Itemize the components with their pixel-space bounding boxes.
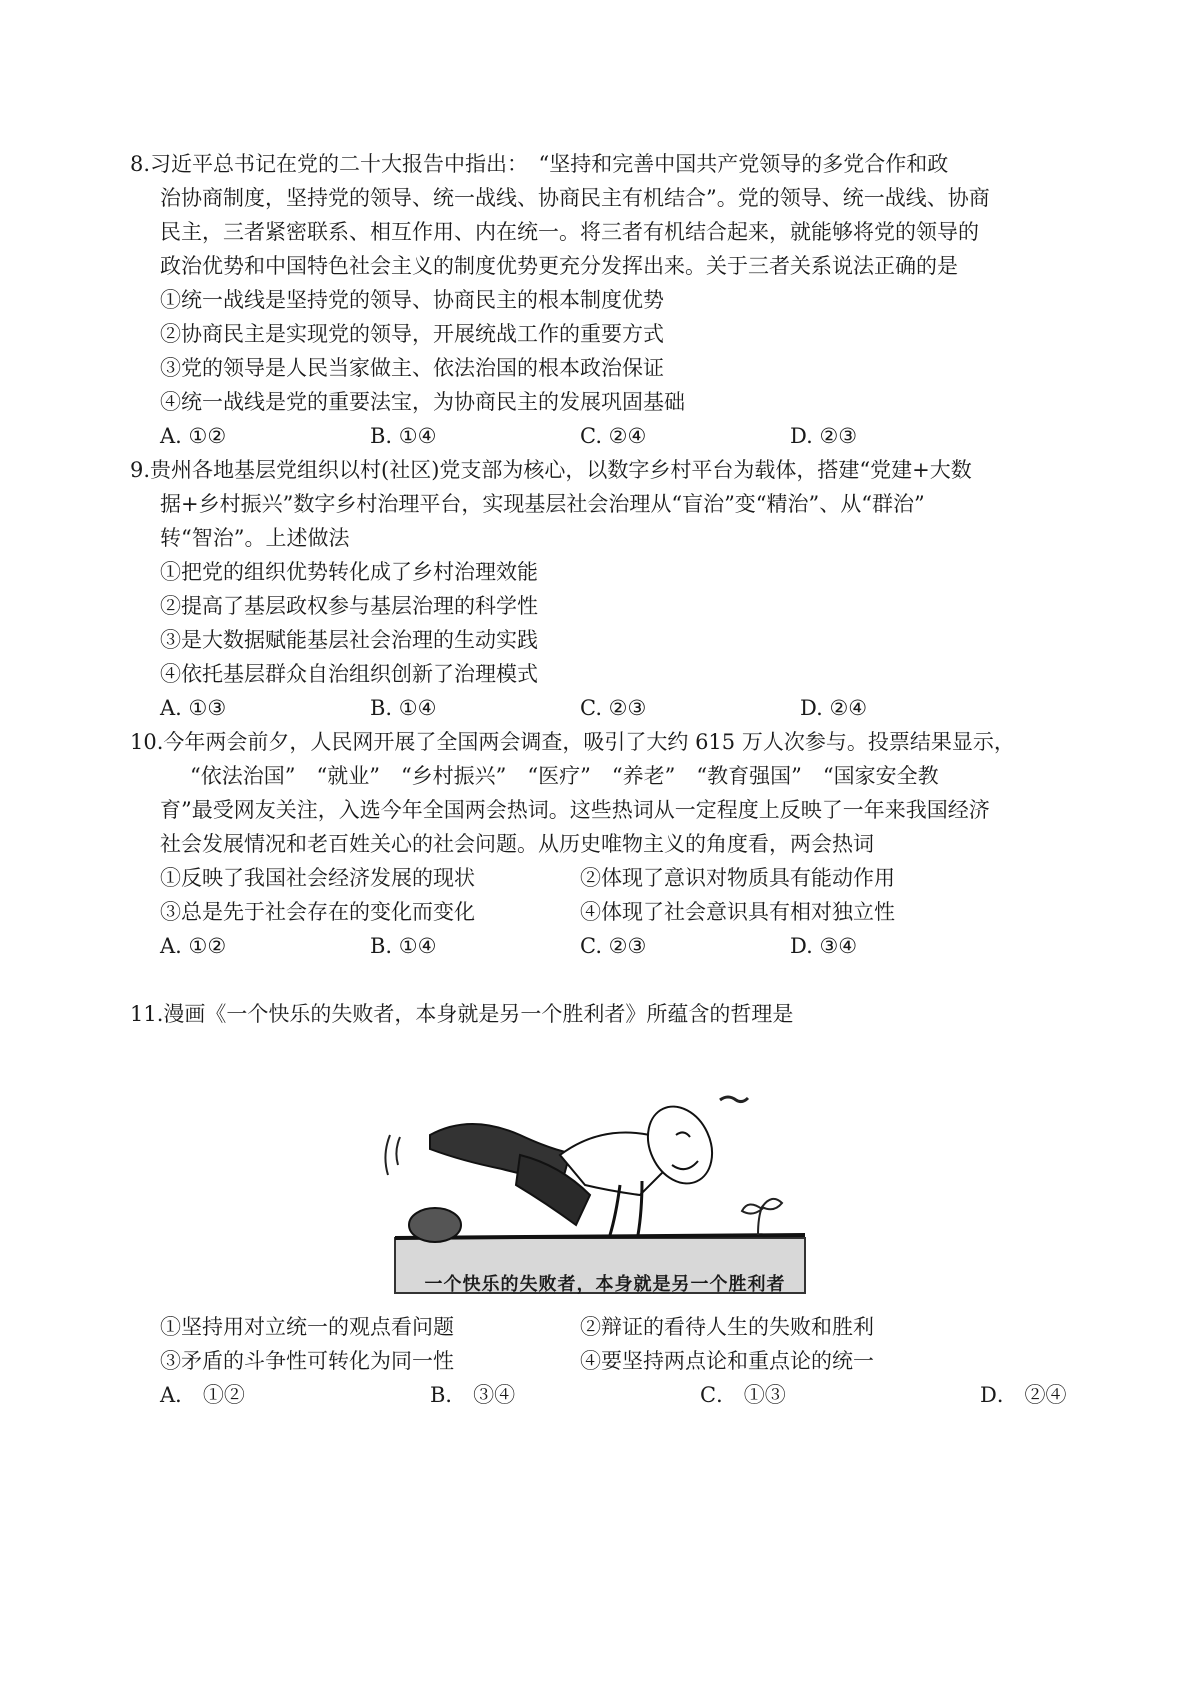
question-11-answers (130, 1310, 1090, 1412)
question-11-stem: 11.漫画《一个快乐的失败者，本身就是另一个胜利者》所蕴含的哲理是 (130, 1002, 794, 1026)
question-8-stem-line: 政治优势和中国特色社会主义的制度优势更充分发挥出来。关于三者关系说法正确的是 (160, 254, 958, 278)
question-9-stem-line: 9.贵州各地基层党组织以村(社区)党支部为核心，以数字乡村平台为载体，搭建“党建+大数 (130, 458, 972, 482)
question-10-stem-line: 10.今年两会前夕，人民网开展了全国两会调查，吸引了大约 615 万人次参与。投票结果显示， (130, 730, 1015, 754)
option-b[interactable]: B． ③④ (430, 1383, 516, 1407)
question-9-item: ①把党的组织优势转化成了乡村治理效能 (160, 560, 538, 584)
question-10-options (130, 929, 1090, 963)
question-8-item: ②协商民主是实现党的领导，开展统战工作的重要方式 (160, 322, 664, 346)
option-b[interactable]: B. ①④ (370, 424, 437, 448)
option-c[interactable]: C. ②③ (580, 934, 647, 958)
question-10-item: ④体现了社会意识具有相对独立性 (580, 900, 895, 924)
question-9 (130, 453, 1090, 725)
question-11-item: ④要坚持两点论和重点论的统一 (580, 1349, 874, 1373)
question-8-stem-line: 民主，三者紧密联系、相互作用、内在统一。将三者有机结合起来，就能够将党的领导的 (160, 220, 979, 244)
question-9-stem-line: 转“智治”。上述做法 (160, 526, 350, 550)
question-10-items-row (130, 895, 1090, 929)
question-8-item: ④统一战线是党的重要法宝，为协商民主的发展巩固基础 (160, 390, 685, 414)
question-9-item: ②提高了基层政权参与基层治理的科学性 (160, 594, 538, 618)
question-8-item: ①统一战线是坚持党的领导、协商民主的根本制度优势 (160, 288, 664, 312)
question-11-item: ①坚持用对立统一的观点看问题 (160, 1315, 454, 1339)
question-10-item: ①反映了我国社会经济发展的现状 (160, 866, 475, 890)
question-10-item: ③总是先于社会存在的变化而变化 (160, 900, 475, 924)
option-d[interactable]: D. ②③ (790, 424, 858, 448)
question-10-items-row (130, 861, 1090, 895)
question-11-options (130, 1378, 1090, 1412)
option-a[interactable]: A． ①② (160, 1383, 245, 1407)
question-11-item: ③矛盾的斗争性可转化为同一性 (160, 1349, 454, 1373)
question-10-item: ②体现了意识对物质具有能动作用 (580, 866, 895, 890)
option-a[interactable]: A. ①② (160, 424, 227, 448)
option-a[interactable]: A. ①② (160, 934, 227, 958)
option-d[interactable]: D. ②④ (800, 696, 868, 720)
question-9-stem-line: 据+乡村振兴”数字乡村治理平台，实现基层社会治理从“盲治”变“精治”、从“群治” (160, 492, 925, 516)
option-c[interactable]: C. ②③ (580, 696, 647, 720)
question-8-item: ③党的领导是人民当家做主、依法治国的根本政治保证 (160, 356, 664, 380)
question-9-options (130, 691, 1090, 725)
question-11-items-row (130, 1310, 1090, 1344)
option-d[interactable]: D. ③④ (790, 934, 858, 958)
question-8-stem-line: 8.习近平总书记在党的二十大报告中指出： “坚持和完善中国共产党领导的多党合作和政 (130, 152, 949, 176)
question-11-item: ②辩证的看待人生的失败和胜利 (580, 1315, 874, 1339)
option-d[interactable]: D． ②④ (980, 1383, 1067, 1407)
question-11 (130, 997, 1090, 1031)
option-b[interactable]: B. ①④ (370, 696, 437, 720)
option-b[interactable]: B. ①④ (370, 934, 437, 958)
question-10 (130, 725, 1090, 963)
question-10-stem-line: 育”最受网友关注，入选今年全国两会热词。这些热词从一定程度上反映了一年来我国经济 (160, 798, 990, 822)
question-10-stem-line: “依法治国” “就业” “乡村振兴” “医疗” “养老” “教育强国” “国家安全教 (190, 764, 939, 788)
question-8-stem-line: 治协商制度，坚持党的领导、统一战线、协商民主有机结合”。党的领导、统一战线、协商 (160, 186, 990, 210)
option-c[interactable]: C． ①③ (700, 1383, 786, 1407)
question-9-item: ④依托基层群众自治组织创新了治理模式 (160, 662, 538, 686)
question-8 (130, 147, 1090, 453)
question-9-item: ③是大数据赋能基层社会治理的生动实践 (160, 628, 538, 652)
question-10-stem-line: 社会发展情况和老百姓关心的社会问题。从历史唯物主义的角度看，两会热词 (160, 832, 874, 856)
question-8-options (130, 419, 1090, 453)
cartoon-caption: 一个快乐的失败者，本身就是另一个胜利者 (424, 1274, 786, 1295)
option-c[interactable]: C. ②④ (580, 424, 647, 448)
question-11-items-row (130, 1344, 1090, 1378)
option-a[interactable]: A. ①③ (160, 696, 227, 720)
